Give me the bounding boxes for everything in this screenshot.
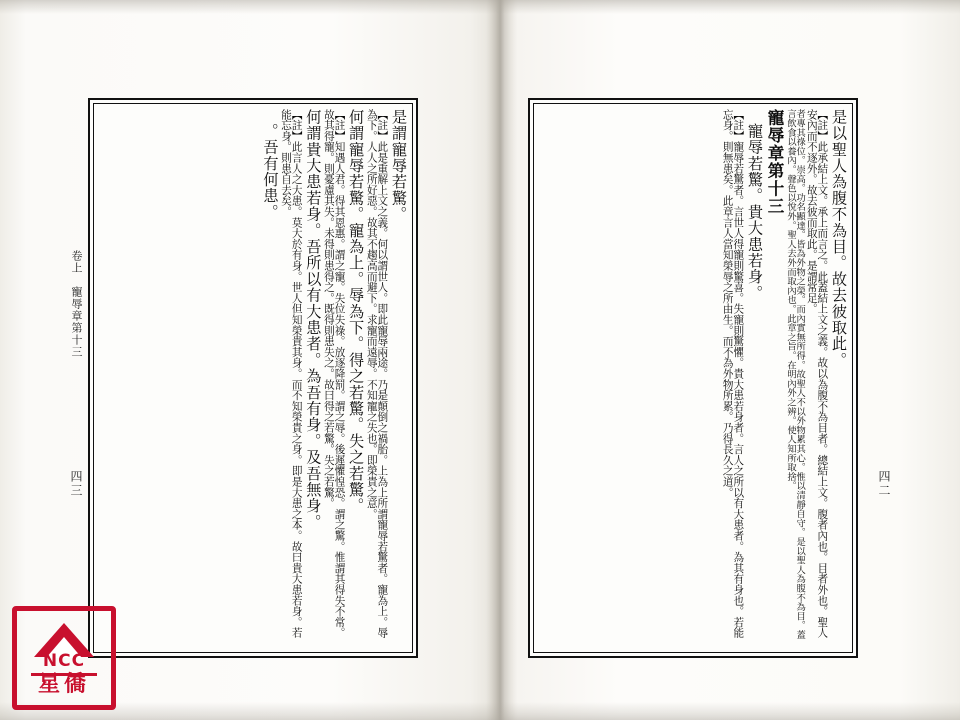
running-title-left: 卷上 寵辱章第十三 [70, 250, 83, 358]
chapter-heading: 寵辱章第十三 [764, 109, 784, 216]
annotation-column: 者專其祿位。崇高。功名顯達。皆為外物之榮。而內實無所得。故聖人不以外物累其心。惟以清靜自守。是以聖人為腹不為目。蓋言飲食以養內。聲色以悅外。聖人去外而取內也。此章之旨。在明內外之辨。使人知所取捨。 [785, 109, 806, 640]
page-edge-bottom [0, 702, 960, 720]
annotation-column: 【註】寵辱若驚者。言世人得寵則驚喜。失寵則驚懼。貴大患若身者。言人之所以有大患者。為其有身也。若能忘身。則無患矣。此章言人當知榮辱之所由生。而不為外物所累。乃得長久之道。 [721, 109, 745, 639]
left-text-block [88, 98, 418, 658]
text-column: 是以聖人為腹不為目。故去彼取此。 [830, 109, 848, 369]
text-column: 寵辱若驚。貴大患若身。 [745, 123, 764, 302]
right-columns [538, 109, 848, 648]
annotation-column: 【註】此言人之大患。莫大於有身。世人但知榮貴其身。而不知榮貴之身。即是大患之本。故曰貴大患若身。若能忘身。則患自去矣。 [280, 109, 303, 639]
text-column: 何謂貴大患若身。吾所以有大患者。為吾有身。及吾無身。 [304, 109, 323, 531]
text-column: 何謂寵辱若驚。寵為上。辱為下。得之若驚。失之若驚。 [347, 109, 366, 514]
seal-chinese-text: 星僑 [37, 671, 90, 697]
annotation-column: 【註】此承結上文。承上而言之。此蓋結上文之義。故以為腹不為目者。總結上文。腹者內也。目者外也。聖人安內而不逐外。故去彼而取此。是謂常足。 [805, 109, 829, 639]
text-column: 。吾有何患。 [261, 123, 280, 221]
collection-seal-icon [12, 606, 116, 710]
page-edge-top [0, 0, 960, 14]
page-number-right: 四二 [877, 470, 891, 498]
annotation-column: 【註】知遇人君。得其恩惠。謂之寵。失位失祿。放逐降罰。謂之辱。後遲懼惶恐。謂之驚。惟謂其得失不常。故其得寵。則憂慮其失。未得則患得之。既得則患失之。故曰得之若驚。失之若驚。 [322, 109, 346, 639]
text-column: 是謂寵辱若驚。 [390, 109, 408, 223]
book-gutter [486, 0, 518, 720]
annotation-column: 【註】此是重解上文之義。何以謂世人。即此寵辱兩途。乃是顛倒之禍胎。上為上所謂寵辱若驚者。寵為上。辱為下。人人之所好惡。故其不趨高而避下。求寵而遠辱。不知寵之失也。即榮貴之意。 [365, 109, 389, 639]
page-number-left: 四三 [69, 470, 83, 498]
right-text-block [528, 98, 858, 658]
left-columns [98, 109, 408, 648]
seal-latin-text: NCC [42, 651, 86, 671]
